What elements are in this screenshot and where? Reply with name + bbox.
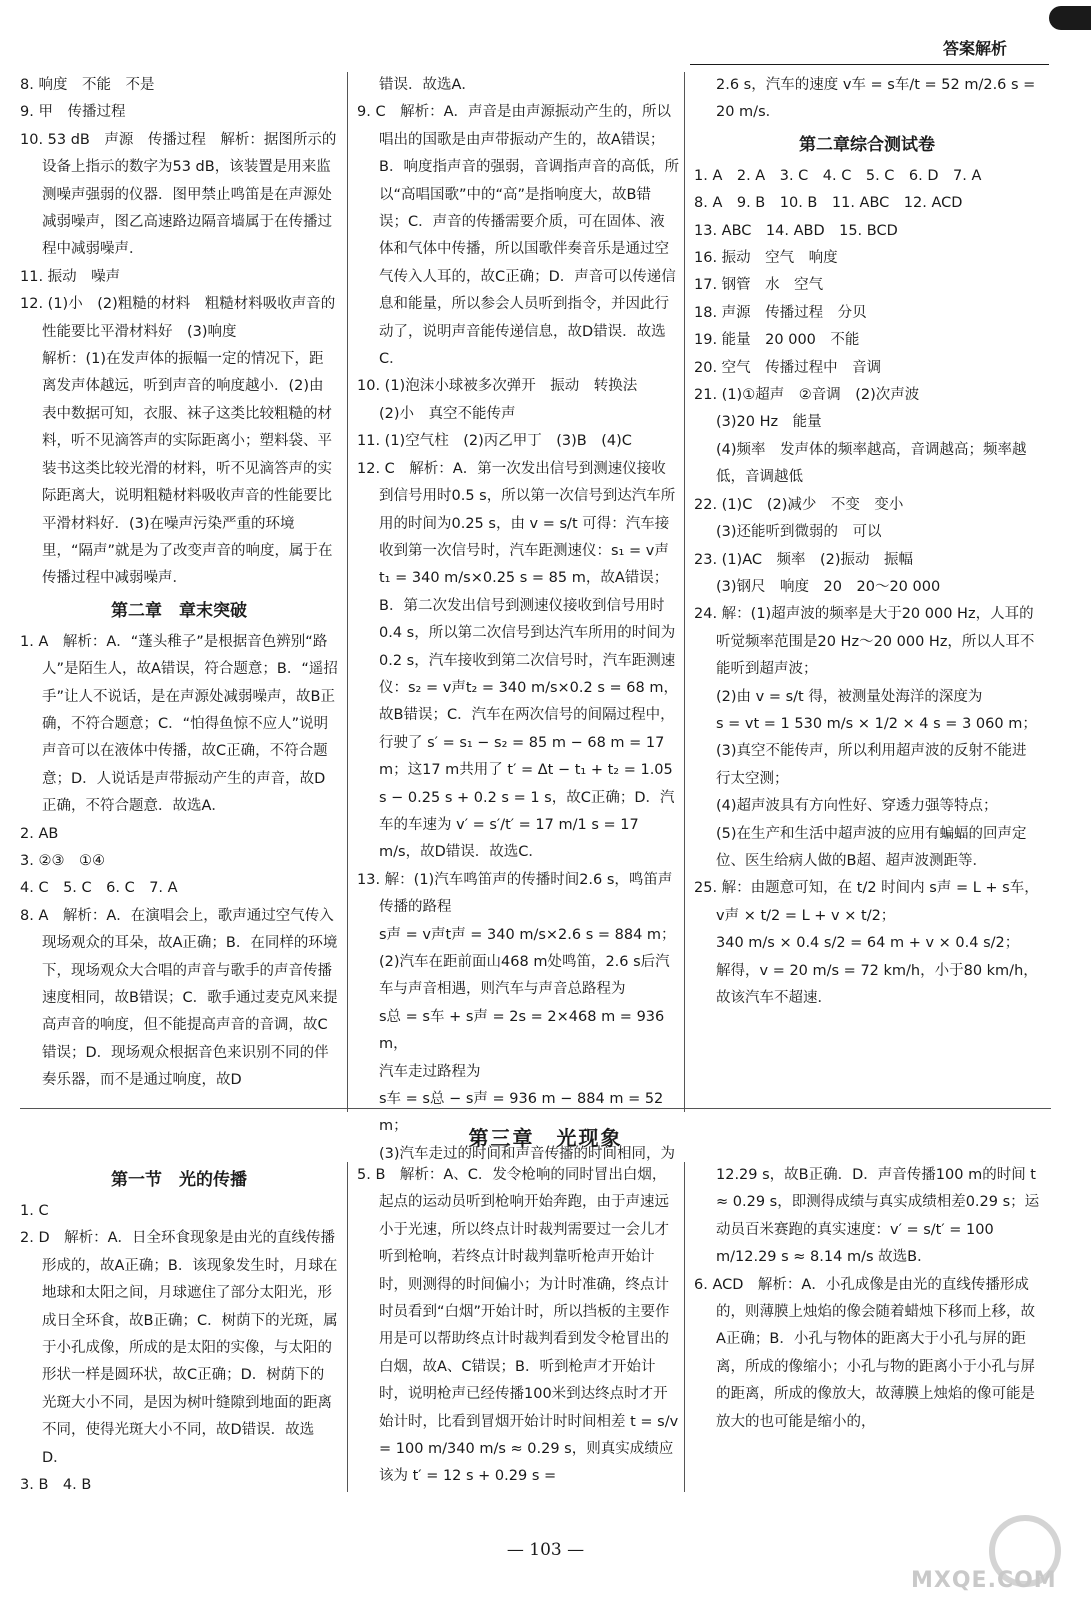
answer-item: 9. C 解析：A．声音是由声源振动产生的，所以唱出的国歌是由声带振动产生的，故A错误；B．响度指声音的强弱，音调指声音的高低，所以“高唱国歌”中的“高”是指响度大，故B错误；C．声音的传播需要介质，可在固体、液体和气体中传播，所以国歌伴奏音乐是通过空气传入人耳的，故C正确；D．声音可以传递信息和能量，所以参会人员听到指令，并因此行动了，说明声音能传递信息，故D错误．故选C．: [357, 104, 679, 368]
answer-item: 1. C: [20, 1203, 49, 1219]
answer-item: 11. 振动 噪声: [20, 268, 121, 285]
answer-item: 19. 能量 20 000 不能: [694, 332, 860, 349]
answer-item: 10. 53 dB 声源 传播过程 解析：据图所示的设备上指示的数字为53 dB，该装置是用来监测噪声强弱的仪器．图甲禁止鸣笛是在声源处减弱噪声，图乙高速路边隔音墙属于在传播过程中减弱噪声．: [20, 131, 337, 258]
answer-item: 2. AB: [20, 825, 59, 842]
formula-line: s声 = v声t声 = 340 m/s×2.6 s = 884 m；: [379, 926, 676, 943]
answer-item: 8. A 9. B 10. B 11. ABC 12. ACD: [694, 195, 963, 212]
answer-item: (2)小 真空不能传声: [379, 405, 516, 422]
explanation: 解析：(1)在发声体的振幅一定的情况下，距离发声体越远，听到声音的响度越小．(2)由表中数据可知，衣服、袜子这类比较粗糙的材料，听不见滴答声的实际距离小；塑料袋、平装书这类比较光滑的材料，听不见滴答声的实际距离大，说明粗糙材料吸收声音的性能要比平滑材料好．(3)在噪声污染严重的环境里，“隔声”就是为了改变声音的响度，属于在传播过程中减弱噪声．: [42, 351, 333, 587]
answer-item: 23. (1)AC 频率 (2)振动 振幅: [694, 551, 914, 568]
answer-item: 22. (1)C (2)减少 不变 变小: [694, 496, 904, 513]
answer-item: (3)汽车走过的时间和声音传播的时间相同，为: [379, 1145, 676, 1162]
answer-item: 11. (1)空气柱 (2)丙乙甲丁 (3)B (4)C: [357, 433, 632, 450]
answer-item: 25. 解：由题意可知，在 t/2 时间内 s声 = L + s车，: [694, 880, 1039, 897]
formula-line: 340 m/s × 0.4 s/2 = 64 m + v × 0.4 s/2；: [716, 935, 1020, 952]
answer-item: 故该汽车不超速．: [716, 990, 832, 1006]
answer-item: 20. 空气 传播过程中 音调: [694, 359, 882, 376]
section-heading: 第二章综合测试卷: [799, 134, 935, 155]
answer-item: (3)真空不能传声，所以利用超声波的反射不能进行太空测；: [716, 743, 1027, 787]
answer-item: 16. 振动 空气 响度: [694, 250, 838, 267]
header-tab: [941, 30, 1091, 64]
answer-item: (4)超声波具有方向性好、穿透力强等特点；: [716, 798, 998, 815]
answer-item: 24. 解：(1)超声波的频率是大于20 000 Hz，人耳的听觉频率范围是20 Hz～20 000 Hz，所以人耳不能听到超声波；: [694, 606, 1035, 678]
answer-column-1: [20, 72, 338, 1095]
answer-column-4: [20, 1162, 338, 1499]
header-title: 答案解析: [943, 38, 1008, 58]
answer-item: 5. B 解析：A、C．发令枪响的同时冒出白烟，起点的运动员听到枪响开始奔跑，由于声速远小于光速，所以终点计时裁判需要过一会儿才听到枪响，若终点计时裁判靠听枪声开始计时，则测得的时间偏小；为计时准确，终点计时员看到“白烟”开始计时，所以挡板的主要作用是可以帮助终点计时裁判看到发令枪冒出的白烟，故A、C错误；B．听到枪声才开始计时，说明枪声已经传播100米到达终点时才开始计时，比看到冒烟开始计时时间相差 t = s/v = 100 m/340 m/s ≈ 0.29 s，则真实成绩应该为 t′ = 12 s + 0.29 s =: [357, 1167, 679, 1485]
answer-item: (5)在生产和生活中超声波的应用有蝙蝠的回声定位、医生给病人做的B超、超声波测距等．: [716, 825, 1027, 869]
answer-item: 3. ②③ ①④: [20, 852, 105, 869]
header-tab-marker: [1049, 6, 1091, 30]
answer-item: 21. (1)①超声 ②音调 (2)次声波: [694, 387, 920, 404]
answer-column-5: [357, 1162, 679, 1491]
answer-item: 1. A 解析：A．“蓬头稚子”是根据音色辨别“路人”是陌生人，故A错误，符合题意；B．“遥招手”让人不说话，是在声源处减弱噪声，故B正确，不符合题意；C．“怕得鱼惊不应人”说明声音可以在液体中传播，故C正确，不符合题意；D．人说话是声带振动产生的声音，故D正确，不符合题意．故选A．: [20, 633, 338, 815]
formula-line: s = vt = 1 530 m/s × 1/2 × 4 s = 3 060 m；: [716, 715, 1037, 732]
section-heading: 第二章 章末突破: [111, 600, 247, 621]
answer-column-3: [694, 72, 1040, 1012]
answer-column-2: [357, 72, 679, 1168]
answer-item: 8. 响度 不能 不是: [20, 77, 155, 93]
answer-item: 3. B 4. B: [20, 1477, 92, 1494]
column-divider: [347, 72, 348, 1112]
continued-text: 错误．故选A．: [379, 77, 476, 93]
section-heading: 第一节 光的传播: [111, 1170, 247, 1190]
answer-item: 13. 解：(1)汽车鸣笛声的传播时间2.6 s，鸣笛声传播的路程: [357, 871, 673, 916]
continued-text: 2.6 s，汽车的速度 v车 = s车/t = 52 m/2.6 s = 20 m/s．: [716, 77, 1036, 121]
formula-line: s总 = s车 + s声 = 2s = 2×468 m = 936 m，: [379, 1008, 665, 1053]
answer-item: (3)钢尺 响度 20 20～20 000: [716, 578, 941, 595]
answer-item: 18. 声源 传播过程 分贝: [694, 304, 867, 321]
answer-item: 4. C 5. C 6. C 7. A: [20, 880, 178, 897]
answer-item: (2)汽车在距前面山468 m处鸣笛，2.6 s后汽车与声音相遇，则汽车与声音总路程为: [379, 954, 670, 998]
column-divider: [684, 72, 685, 1112]
answer-item: 6. ACD 解析：A．小孔成像是由光的直线传播形成的，则薄膜上烛焰的像会随着蜡烛下移而上移，故A正确；B．小孔与物体的距离大于小孔与屏的距离，所成的像缩小；小孔与物的距离小于小孔与屏的距离，所成的像放大，故薄膜上烛焰的像可能是放大的也可能是缩小的，: [694, 1276, 1035, 1430]
answer-item: 10. (1)泡沫小球被多次弹开 振动 转换法: [357, 378, 638, 395]
answer-item: 1. A 2. A 3. C 4. C 5. C 6. D 7. A: [694, 167, 982, 184]
column-divider: [684, 1162, 685, 1492]
answer-item: (2)由 v = s/t 得，被测量处海洋的深度为: [716, 688, 983, 705]
answer-column-6: [694, 1162, 1040, 1436]
answer-item: (4)频率 发声体的频率越高，音调越高；频率越低，音调越低: [716, 441, 1027, 486]
page-number: — 103 —: [506, 1540, 585, 1560]
formula-line: s车 = s总 − s声 = 936 m − 884 m = 52 m；: [379, 1091, 664, 1135]
answer-item: 12. (1)小 (2)粗糙的材料 粗糙材料吸收声音的性能要比平滑材料好 (3)响度: [20, 296, 336, 340]
chapter-title: 第三章 光现象: [468, 1126, 623, 1150]
answer-item: 13. ABC 14. ABD 15. BCD: [694, 222, 898, 239]
answer-item: 解得，v = 20 m/s = 72 km/h，小于80 km/h，: [716, 962, 1038, 979]
answer-item: 2. D 解析：A．日全环食现象是由光的直线传播形成的，故A正确；B．该现象发生时，月球在地球和太阳之间，月球遮住了部分太阳光，形成日全环食，故B正确；C．树荫下的光斑，属于小孔成像，所成的是太阳的实像，与太阳的形状一样是圆环状，故C正确；D．树荫下的光斑大小不同，是因为树叶缝隙到地面的距离不同，使得光斑大小不同，故D错误．故选D．: [20, 1230, 338, 1466]
answer-item: 12. C 解析：A．第一次发出信号到测速仪接收到信号用时0.5 s，所以第一次信号到达汽车所用的时间为0.25 s，由 v = s/t 可得：汽车接收到第一次信号时，汽车距测速仪：s₁ = v声t₁ = 340 m/s×0.25 s = 85 m，故A错误；B．第二次发出信号到测速仪接收到信号用时0.4 s，所以第二次信号到达汽车所用的时间为0.2 s，汽车接收到第二次信号时，汽车距测速仪：s₂ = v声t₂ = 340 m/s×0.2 s = 68 m，故B错误；C．汽车在两次信号的间隔过程中，行驶了 s′ = s₁ − s₂ = 85 m − 68 m = 17 m；这17 m共用了 t′ = Δt − t₁ + t₂ = 1.05 s − 0.25 s + 0.2 s = 1 s，故C正确；D．汽车的车速为 v′ = s′/t′ = 17 m/1 s = 17 m/s，故D错误．故选C．: [357, 460, 678, 861]
answer-item: (3)还能听到微弱的 可以: [716, 524, 882, 541]
formula-line: v声 × t/2 = L + v × t/2；: [716, 907, 896, 924]
watermark-text: MXQE.COM: [911, 1568, 1057, 1593]
answer-item: 8. A 解析：A．在演唱会上，歌声通过空气传入现场观众的耳朵，故A正确；B．在同样的环境下，现场观众大合唱的声音与歌手的声音传播速度相同，故B错误；C．歌手通过麦克风来提高声音的响度，但不能提高声音的音调，故C错误；D．现场观众根据音色来识别不同的伴奏乐器，而不是通过响度，故D: [20, 907, 338, 1089]
header-rule: [690, 64, 1049, 65]
answer-item: 9. 甲 传播过程: [20, 104, 126, 121]
column-divider: [347, 1162, 348, 1492]
answer-item: 17. 钢管 水 空气: [694, 277, 824, 294]
answer-item: (3)20 Hz 能量: [716, 414, 822, 431]
watermark: [911, 1515, 1061, 1593]
answer-item: 汽车走过路程为: [379, 1063, 481, 1080]
continued-text: 12.29 s，故B正确．D．声音传播100 m的时间 t ≈ 0.29 s，即测得成绩与真实成绩相差0.29 s；运动员百米赛跑的真实速度：v′ = s/t′ = 100 m/12.29 s ≈ 8.14 m/s 故选B．: [716, 1167, 1040, 1266]
